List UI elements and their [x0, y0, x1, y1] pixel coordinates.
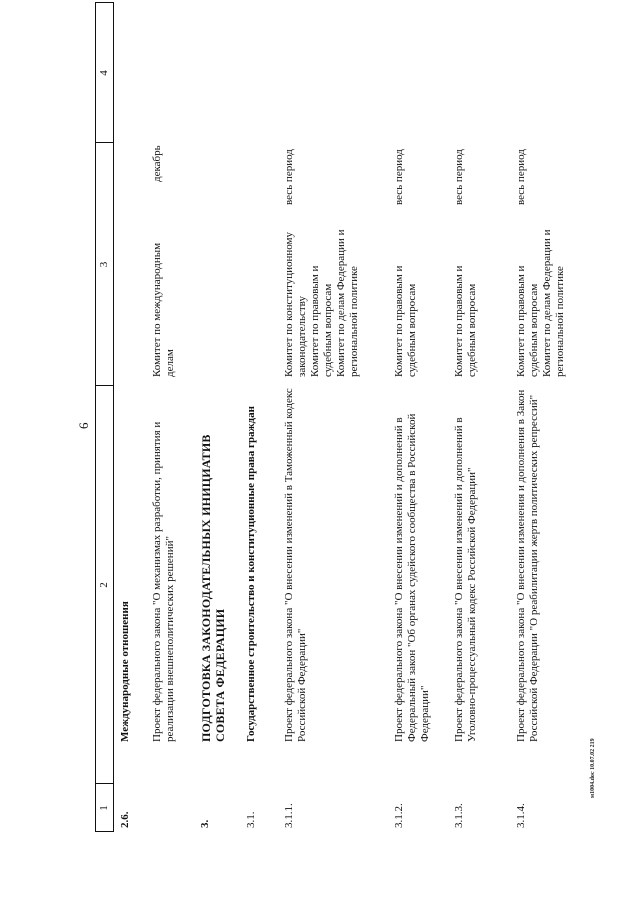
row-number: 3.1.4.: [515, 803, 527, 828]
row-title: ПОДГОТОВКА ЗАКОНОДАТЕЛЬНЫХ ИНИЦИАТИВ СОВЕТА ФЕДЕРАЦИИ: [199, 434, 227, 742]
table-header: [95, 2, 114, 832]
header-col-1: 1: [98, 805, 110, 811]
row-title: Проект федерального закона "О внесении изменения и дополнения в Закон Российской Федерации "О реабилитации жертв политических репрессий": [515, 389, 540, 742]
row-number: 3.1.2.: [393, 803, 405, 828]
row-title: Проект федерального закона "О внесении изменений и дополнений в Федеральный закон "Об органах судейского сообщества в Российской Федерации": [393, 413, 431, 742]
row-number: 3.1.3.: [453, 803, 465, 828]
row-committee: Комитет по международным делам: [151, 242, 176, 377]
header-col-3: 3: [98, 261, 110, 268]
row-period: весь период: [515, 149, 527, 205]
row-title: Международные отношения: [119, 601, 131, 742]
table-border-right: [96, 2, 113, 3]
row-period: декабрь: [151, 145, 163, 182]
plan-table: [95, 2, 635, 832]
page-number: 6: [76, 422, 91, 429]
row-committee: Комитет по правовым и судебным вопросам: [453, 265, 478, 377]
row-number: 3.1.: [245, 811, 257, 828]
row-period: весь период: [393, 149, 405, 205]
row-number: 3.1.1.: [283, 803, 295, 828]
row-number: 2.6.: [119, 811, 131, 828]
header-col-2: 2: [98, 582, 110, 588]
row-title: Проект федерального закона "О внесении изменений и дополнений в Уголовно-процессуальный кодекс Российской Федерации": [453, 417, 478, 742]
row-committee: Комитет по конституционному законодательству Комитет по правовым и судебным вопросам Комитет по делам Федерации и региональной политике: [283, 229, 360, 377]
row-title: Проект федерального закона "О механизмах разработки, принятия и реализации внешнеполитических решений": [151, 421, 176, 742]
header-col-4: 4: [98, 70, 110, 76]
footer-stamp: м1004.doc 10.07.02 219: [590, 738, 596, 798]
row-committee: Комитет по правовым и судебным вопросам: [393, 265, 418, 377]
row-period: весь период: [453, 149, 465, 205]
row-committee: Комитет по правовым и судебным вопросам Комитет по делам Федерации и региональной политике: [515, 229, 566, 377]
row-title: Проект федерального закона "О внесении изменений в Таможенный кодекс Российской Федерации": [283, 388, 308, 742]
row-title: Государственное строительство и конституционные права граждан: [245, 406, 257, 742]
row-period: весь период: [283, 149, 295, 205]
row-number: 3.: [199, 819, 211, 828]
